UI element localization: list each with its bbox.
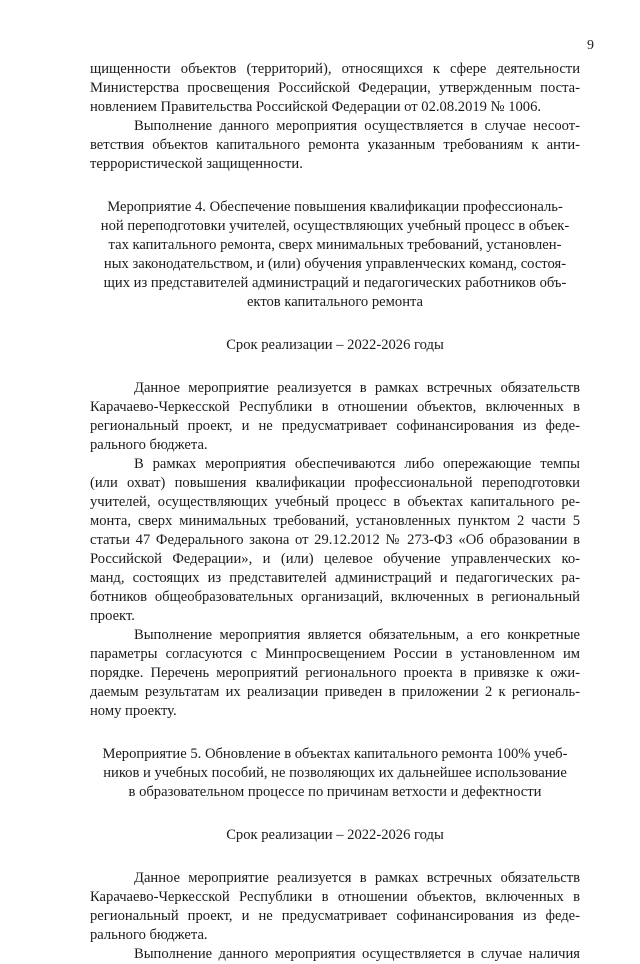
text-line: ветствия объектов капитального ремонта указанным требованиям к анти- [90, 137, 580, 153]
text-line: статьи 47 Федерального закона от 29.12.2012 № 273-ФЗ «Об образовании в [90, 532, 580, 548]
text-line: щищенности объектов (территорий), относящихся к сфере деятельности [90, 61, 580, 77]
text-line: региональный проект, и не предусматривает софинансирования из феде- [90, 418, 580, 434]
paragraph-continuation [90, 60, 580, 117]
text-line: новлением Правительства Российской Федерации от 02.08.2019 № 1006. [90, 99, 542, 115]
page-number: 9 [587, 38, 594, 53]
paragraph-antiterror [90, 117, 580, 174]
text-line: учителей, осуществляющих учебный процесс в объектах капитального ре- [90, 494, 580, 510]
heading-line: тах капитального ремонта, сверх минимальных требований, установлен- [108, 237, 562, 253]
heading-measure-5 [90, 745, 580, 802]
text-line: монта, сверх минимальных требований, установленных пунктом 2 части 5 [90, 513, 580, 529]
text-line: параметры согласуются с Минпросвещением России в установленном им [90, 646, 580, 662]
heading-line: Мероприятие 4. Обеспечение повышения квалификации профессиональ- [107, 199, 563, 215]
text-line: Карачаево-Черкесской Республики в отношении объектов, включенных в [90, 399, 580, 415]
heading-measure-4 [90, 198, 580, 312]
page-body [90, 60, 580, 964]
text-line: манд, состоящих из представителей администраций и педагогических ра- [90, 570, 580, 586]
text-line: порядке. Перечень мероприятий регионального проекта в привязке к ожи- [90, 665, 580, 681]
heading-line: ных законодательством, и (или) обучения управленческих команд, состоя- [103, 256, 567, 272]
text-line: Данное мероприятие реализуется в рамках встречных обязательств [134, 380, 580, 396]
paragraph-obligations-4 [90, 379, 580, 455]
text-line: ному проекту. [90, 703, 177, 719]
text-line: Данное мероприятие реализуется в рамках встречных обязательств [134, 870, 580, 886]
text-line: Российской Федерации», и (или) целевое обучение управленческих ко- [90, 551, 580, 567]
heading-line: щих из представителей администраций и педагогических работников объ- [103, 275, 567, 291]
text-line: рального бюджета. [90, 927, 208, 943]
paragraph-qualification [90, 455, 580, 626]
paragraph-obligations-5 [90, 869, 580, 945]
text-line: региональный проект, и не предусматривает софинансирования из феде- [90, 908, 580, 924]
text-line: (или охват) повышения квалификации профессиональной переподготовки [90, 475, 580, 491]
term-measure-5: Срок реализации – 2022-2026 годы [226, 827, 444, 843]
text-line: проект. [90, 608, 135, 624]
text-line: Карачаево-Черкесской Республики в отношении объектов, включенных в [90, 889, 580, 905]
paragraph-availability [90, 945, 580, 964]
heading-line: в образовательном процессе по причинам ветхости и дефектности [128, 784, 542, 800]
heading-line: ников и учебных пособий, не позволяющих их дальнейшее использование [103, 765, 567, 781]
heading-line: ной переподготовки учителей, осуществляющих учебный процесс в объек- [100, 218, 570, 234]
term-measure-4: Срок реализации – 2022-2026 годы [226, 337, 444, 353]
text-line: террористической защищенности. [90, 156, 303, 172]
text-line: ботников общеобразовательных организаций, включенных в региональный [90, 589, 580, 605]
text-line: Выполнение данного мероприятия осуществляется в случае несоот- [134, 118, 580, 134]
text-line: даемым результатам их реализации приведен в приложении 2 к региональ- [90, 684, 580, 700]
text-line: Выполнение данного мероприятия осуществляется в случае наличия [134, 946, 580, 962]
heading-line: ектов капитального ремонта [246, 294, 424, 310]
text-line: В рамках мероприятия обеспечиваются либо опережающие темпы [134, 456, 580, 472]
text-line: рального бюджета. [90, 437, 208, 453]
heading-line: Мероприятие 5. Обновление в объектах капитального ремонта 100% учеб- [102, 746, 568, 762]
text-line: Министерства просвещения Российской Федерации, утвержденным поста- [90, 80, 580, 96]
paragraph-mandatory [90, 626, 580, 721]
text-line: Выполнение мероприятия является обязательным, а его конкретные [134, 627, 580, 643]
